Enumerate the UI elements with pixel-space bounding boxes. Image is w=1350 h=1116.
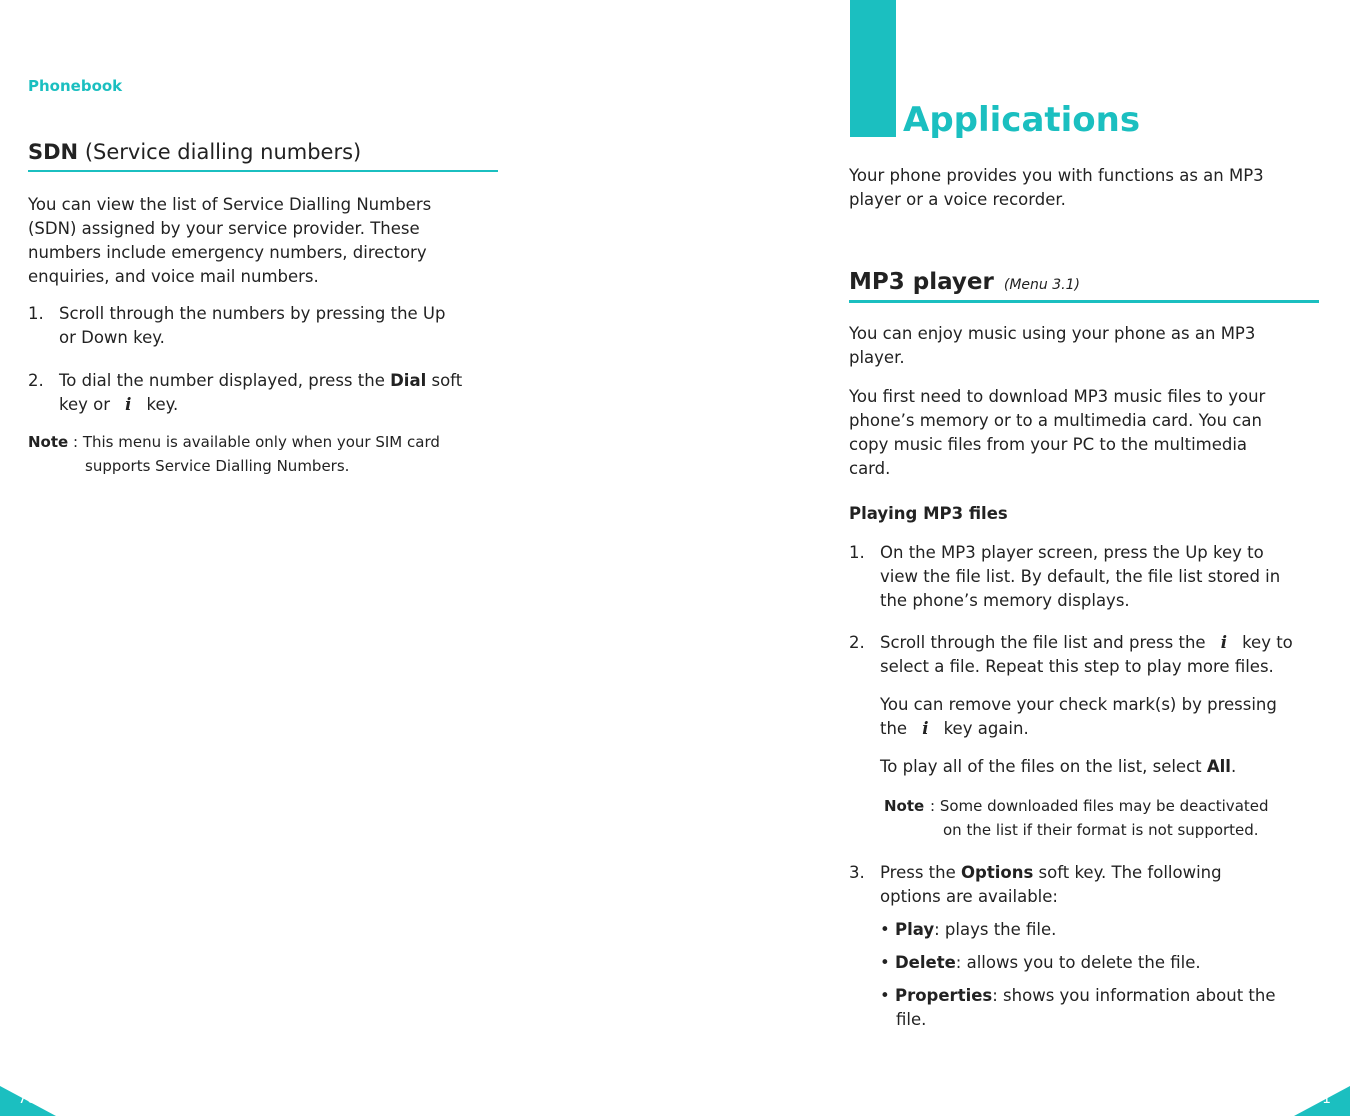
- para-line: copy music files from your PC to the multimedia: [849, 435, 1248, 454]
- option-desc: : allows you to delete the file.: [955, 953, 1201, 972]
- step-text-pre: Scroll through the file list and press the: [880, 633, 1206, 652]
- mp3-step-2: [849, 631, 1319, 679]
- section-title-bold: SDN: [28, 140, 79, 164]
- option-delete: • Delete: allows you to delete the file.: [880, 953, 1201, 972]
- step-number: 2.: [849, 633, 865, 652]
- step-text-post: key.: [146, 395, 179, 414]
- applications-intro: [849, 164, 1319, 212]
- note-line: supports Service Dialling Numbers.: [85, 457, 350, 475]
- dial-label: Dial: [390, 371, 427, 390]
- note-line: : Some downloaded files may be deactivated: [930, 797, 1269, 815]
- para-text-pre: the: [880, 719, 908, 738]
- section-title-rest: (Service dialling numbers): [78, 140, 362, 164]
- step-text: [880, 861, 1222, 909]
- note-line: : This menu is available only when your SIM card: [73, 433, 440, 451]
- step-text-pre: key or: [59, 395, 111, 414]
- intro-line: Your phone provides you with functions as an MP3: [849, 166, 1264, 185]
- note-text: [930, 794, 1269, 842]
- para-line: phone’s memory or to a multimedia card. You can: [849, 411, 1262, 430]
- intro-line: player or a voice recorder.: [849, 190, 1066, 209]
- step-number: 3.: [849, 863, 865, 882]
- para-text-post: key again.: [943, 719, 1029, 738]
- ok-key-icon: i: [1220, 633, 1227, 652]
- mp3-note: [884, 794, 1324, 842]
- para-line: player.: [849, 348, 905, 367]
- section-title-mp3: [849, 269, 1319, 303]
- sdn-intro: You can view the list of Service Dialling Numbers (SDN) assigned by your service provider. These numbers include emergency numbers, directory enquiries, and voice mail numbers.: [28, 195, 432, 286]
- step-text-pre: Press the: [880, 863, 961, 882]
- para-line: You first need to download MP3 music files to your: [849, 387, 1266, 406]
- option-desc: : plays the file.: [934, 920, 1057, 939]
- option-name: Delete: [894, 953, 956, 972]
- sdn-step-1: [28, 302, 498, 350]
- step-line: or Down key.: [59, 328, 165, 347]
- right-page: [675, 0, 1350, 1116]
- step-text-post: soft: [426, 371, 463, 390]
- mp3-step-3: [849, 861, 1319, 909]
- note-text: [73, 430, 440, 478]
- step-text: [880, 541, 1280, 613]
- chapter-title: Applications: [903, 100, 1141, 140]
- note-line: on the list if their format is not supported.: [943, 821, 1259, 839]
- step-text: [880, 631, 1293, 679]
- step-number: 1.: [849, 543, 865, 562]
- para-line: You can remove your check mark(s) by pressing: [880, 695, 1277, 714]
- mp3-step-1: [849, 541, 1319, 613]
- step-line: On the MP3 player screen, press the Up key to: [880, 543, 1264, 562]
- step-text-pre: To dial the number displayed, press the: [59, 371, 391, 390]
- step-text: [59, 302, 445, 350]
- option-desc-cont: file.: [896, 1010, 927, 1029]
- option-name: Play: [894, 920, 935, 939]
- para-text-post: .: [1230, 757, 1237, 776]
- step-text: [59, 369, 462, 417]
- section-title-sdn: [28, 140, 498, 172]
- sdn-step-2: [28, 369, 498, 417]
- page-number: 71: [1313, 1091, 1331, 1107]
- all-label: All: [1206, 757, 1231, 776]
- mp3-step-2-all: [880, 755, 1320, 779]
- sdn-note: [28, 430, 498, 478]
- step-number: 2.: [28, 371, 44, 390]
- option-desc: : shows you information about the: [992, 986, 1276, 1005]
- para-line: You can enjoy music using your phone as an MP3: [849, 324, 1256, 343]
- mp3-para-1: [849, 322, 1319, 370]
- note-label: Note: [28, 433, 69, 451]
- mp3-step-2-remove: [880, 693, 1320, 741]
- para-line: card.: [849, 459, 891, 478]
- option-play: • Play: plays the file.: [880, 920, 1057, 939]
- step-number: 1.: [28, 304, 44, 323]
- page-number: 70: [18, 1091, 36, 1107]
- step-line: the phone’s memory displays.: [880, 591, 1130, 610]
- step-line: view the file list. By default, the file list stored in: [880, 567, 1281, 586]
- running-head: Phonebook: [28, 77, 123, 95]
- option-properties: • Properties: shows you information about the file.: [880, 986, 1276, 1029]
- ok-key-icon: i: [125, 395, 132, 414]
- section-title-text: MP3 player: [849, 269, 994, 295]
- chapter-accent-block: [850, 0, 896, 137]
- options-label: Options: [961, 863, 1034, 882]
- step-text-post: soft key. The following: [1033, 863, 1222, 882]
- step-line: select a file. Repeat this step to play more files.: [880, 657, 1274, 676]
- ok-key-icon: i: [922, 719, 929, 738]
- menu-number: (Menu 3.1): [1003, 277, 1080, 293]
- mp3-para-2: [849, 385, 1319, 481]
- option-name: Properties: [894, 986, 993, 1005]
- note-label: Note: [884, 797, 925, 815]
- step-text-post: key to: [1242, 633, 1293, 652]
- step-line: options are available:: [880, 887, 1058, 906]
- para-text-pre: To play all of the files on the list, select: [880, 757, 1207, 776]
- step-line: Scroll through the numbers by pressing the Up: [59, 304, 446, 323]
- subheading-playing: Playing MP3 files: [849, 504, 1008, 523]
